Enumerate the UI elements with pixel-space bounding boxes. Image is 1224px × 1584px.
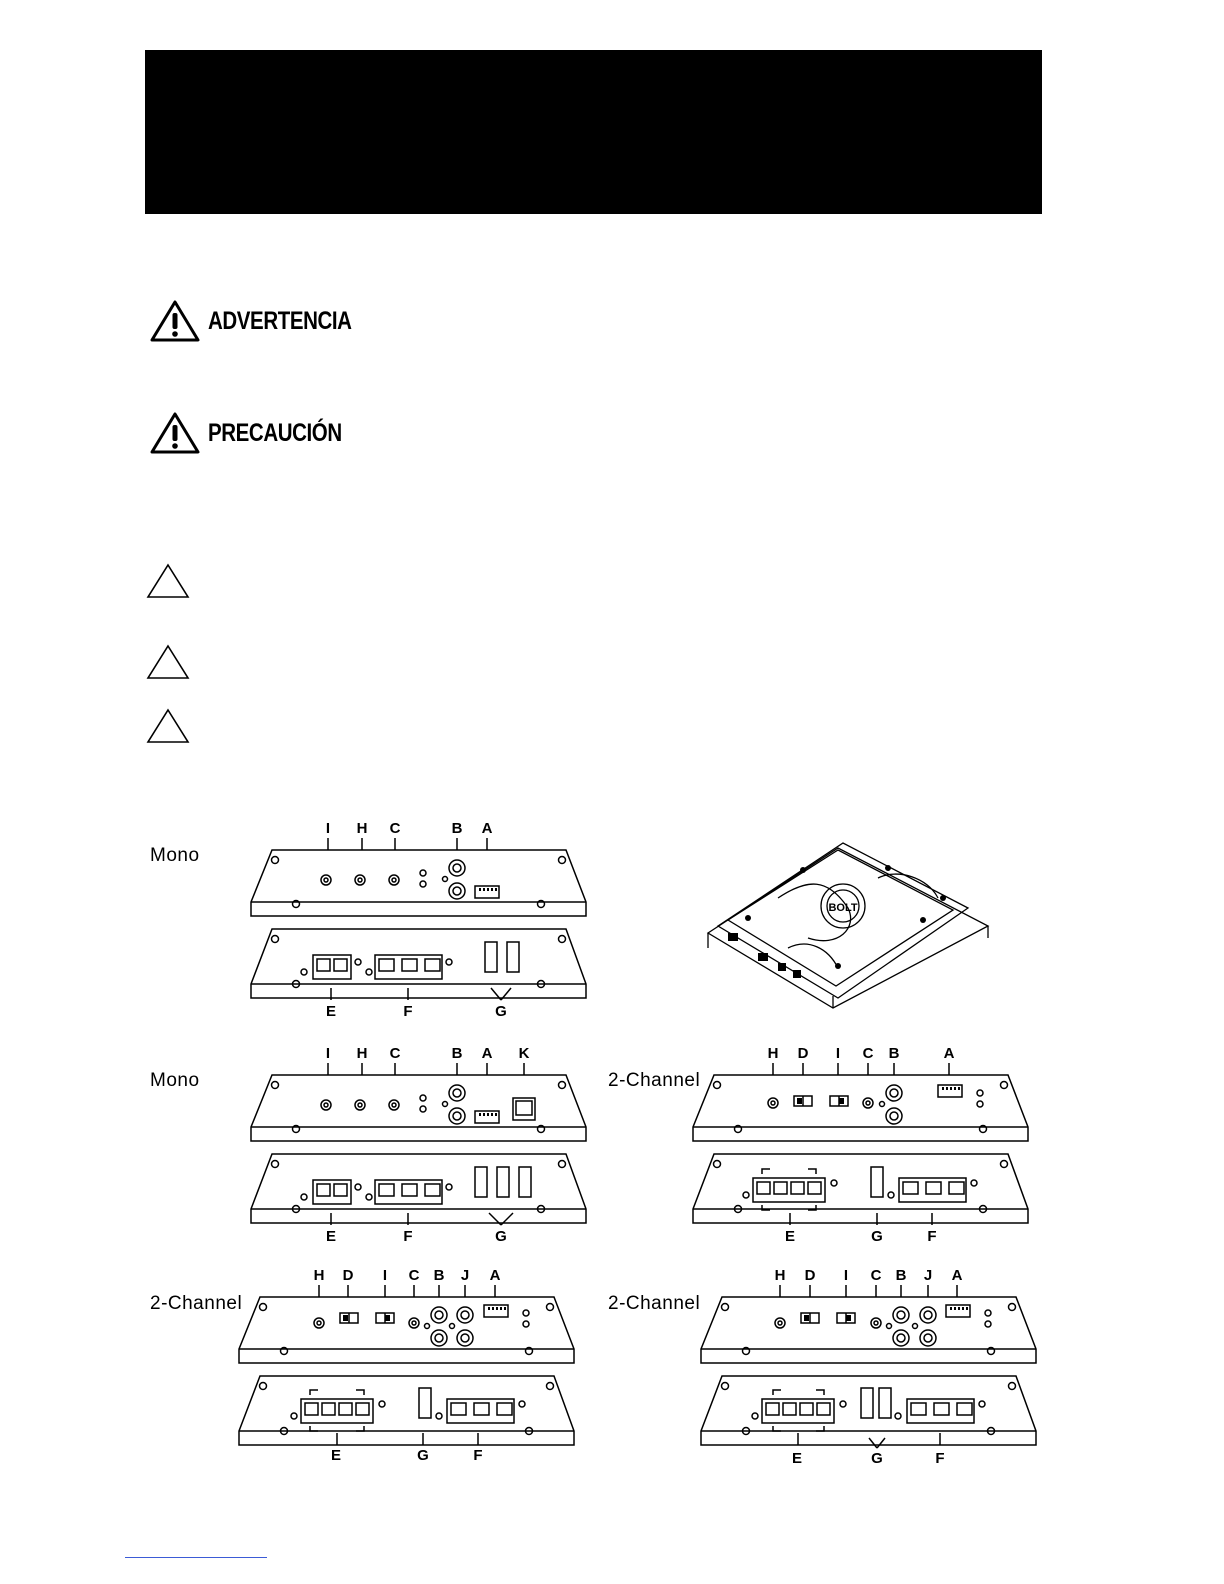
callout-letter: I (325, 820, 331, 837)
amp-type-label: 2-Channel (608, 1293, 701, 1314)
caution-triangle-icon (145, 707, 191, 745)
callout-letter: C (408, 1267, 420, 1284)
callout-letter: G (417, 1447, 429, 1464)
warning-advertencia (150, 300, 383, 342)
callout-letter: J (460, 1267, 470, 1284)
amp-type-label: 2-Channel (150, 1293, 243, 1314)
callout-letter: H (356, 820, 368, 837)
callout-letter: I (325, 1045, 331, 1062)
callout-letter: D (797, 1045, 809, 1062)
brand-logo: BOLT (828, 902, 858, 914)
amp-type-label: 2-Channel (608, 1070, 701, 1091)
footer-rule (125, 1557, 267, 1558)
callout-letter: I (843, 1267, 849, 1284)
callout-letter: B (433, 1267, 445, 1284)
callout-letter: G (871, 1228, 883, 1245)
warning-label: PRECAUCIÓN (208, 418, 342, 447)
callout-letter: I (835, 1045, 841, 1062)
warning-triangle-icon (150, 300, 200, 342)
callout-letter: A (481, 820, 493, 837)
callout-letter: E (791, 1450, 803, 1467)
amp-type-label: Mono (150, 845, 200, 866)
callout-letter: A (951, 1267, 963, 1284)
callout-letter: E (330, 1447, 342, 1464)
amp-panel-diagram (248, 838, 590, 1023)
callout-letter: G (871, 1450, 883, 1467)
callout-letter: C (862, 1045, 874, 1062)
callout-letter: H (767, 1045, 779, 1062)
callout-letter: E (325, 1003, 337, 1020)
amp-panel-diagram (248, 1063, 590, 1248)
callout-letter: F (473, 1447, 483, 1464)
callout-letter: F (927, 1228, 937, 1245)
callout-letter: C (389, 1045, 401, 1062)
amplifier-product-image (698, 838, 998, 1010)
callout-letter: E (784, 1228, 796, 1245)
amp-panel-diagram (236, 1285, 578, 1470)
amp-panel-diagram (690, 1063, 1032, 1248)
amp-type-label: Mono (150, 1070, 200, 1091)
header-bar (145, 50, 1042, 214)
callout-letter: B (895, 1267, 907, 1284)
callout-letter: A (481, 1045, 493, 1062)
warning-triangle-icon (150, 412, 200, 454)
callout-letter: K (518, 1045, 530, 1062)
warning-precaucion (150, 412, 371, 454)
callout-letter: F (403, 1228, 413, 1245)
callout-letter: A (943, 1045, 955, 1062)
callout-letter: D (804, 1267, 816, 1284)
callout-letter: A (489, 1267, 501, 1284)
callout-letter: C (870, 1267, 882, 1284)
callout-letter: H (313, 1267, 325, 1284)
callout-letter: J (923, 1267, 933, 1284)
callout-letter: H (356, 1045, 368, 1062)
callout-letter: G (495, 1228, 507, 1245)
warning-label: ADVERTENCIA (208, 306, 352, 335)
amp-panel-diagram (698, 1285, 1040, 1470)
callout-letter: B (888, 1045, 900, 1062)
caution-triangle-icon (145, 643, 191, 681)
callout-letter: D (342, 1267, 354, 1284)
caution-triangle-icon (145, 562, 191, 600)
callout-letter: G (495, 1003, 507, 1020)
callout-letter: H (774, 1267, 786, 1284)
callout-letter: B (451, 1045, 463, 1062)
callout-letter: E (325, 1228, 337, 1245)
callout-letter: F (935, 1450, 945, 1467)
callout-letter: F (403, 1003, 413, 1020)
callout-letter: B (451, 820, 463, 837)
callout-letter: I (382, 1267, 388, 1284)
callout-letter: C (389, 820, 401, 837)
